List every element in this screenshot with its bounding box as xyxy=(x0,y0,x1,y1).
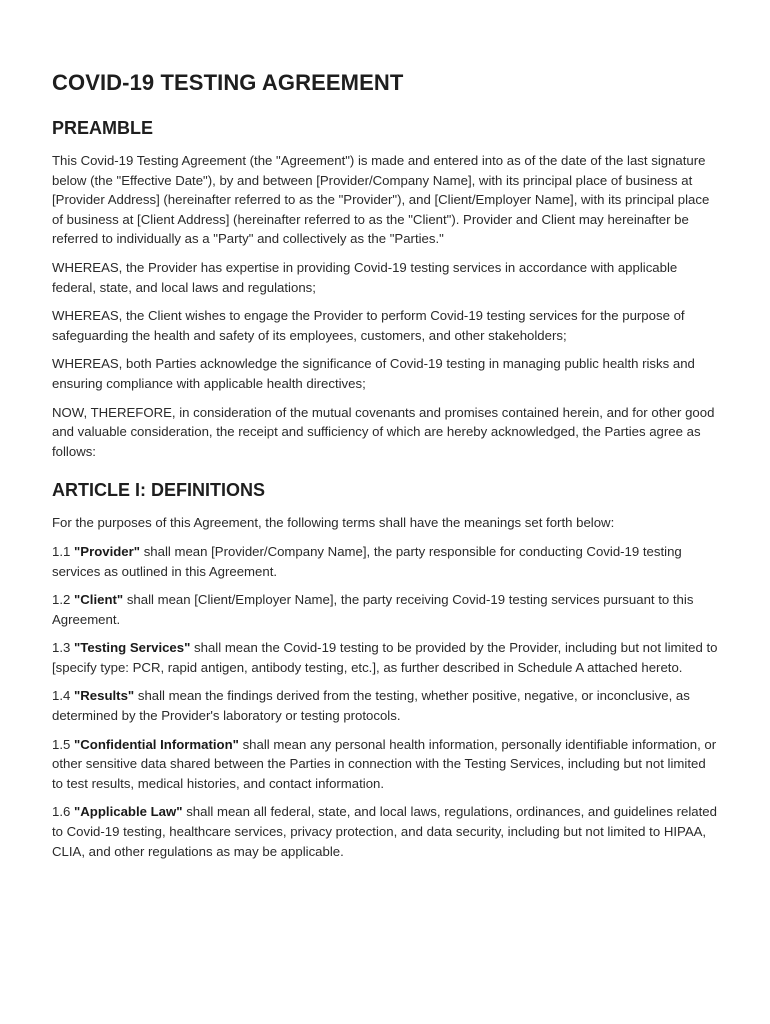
definition-text: shall mean [Provider/Company Name], the party responsible for conducting Covid-19 testing services as outlined in this Agreement. xyxy=(52,543,682,579)
definition-item xyxy=(52,686,720,725)
whereas-significance: WHEREAS, both Parties acknowledge the significance of Covid-19 testing in managing public health risks and ensuring compliance with applicable health directives; xyxy=(52,356,695,391)
definition-term: "Provider" xyxy=(74,543,141,559)
definition-text: shall mean all federal, state, and local laws, regulations, ordinances, and guidelines related to Covid-19 testing, healthcare services, privacy protection, and data security, including but not limited to HIPAA, CLIA, and other regulations as may be applicable. xyxy=(52,804,717,859)
definition-term: "Client" xyxy=(74,592,124,608)
definition-number: 1.4 xyxy=(52,688,71,704)
definition-text: shall mean [Client/Employer Name], the party receiving Covid-19 testing services pursuant to this Agreement. xyxy=(52,592,694,627)
definition-number: 1.5 xyxy=(52,736,71,752)
definition-text: shall mean any personal health information, personally identifiable information, or other sensitive data shared between the Parties in connection with the Testing Services, including but not limited to test results, medical histories, and contact information. xyxy=(52,736,717,791)
definition-term: "Results" xyxy=(74,688,135,704)
definition-text: shall mean the Covid-19 testing to be provided by the Provider, including but not limited to [specify type: PCR, rapid antigen, antibody testing, etc.], as further described in Schedule A attached hereto. xyxy=(52,640,718,675)
preamble-heading: PREAMBLE xyxy=(52,118,154,138)
article-definitions-section xyxy=(52,480,720,861)
definition-item xyxy=(52,542,720,581)
definition-term: "Applicable Law" xyxy=(74,804,183,820)
definition-item xyxy=(52,735,720,794)
definition-number: 1.6 xyxy=(52,804,71,820)
preamble-paragraph: This Covid-19 Testing Agreement (the "Agreement") is made and entered into as of the date of the last signature below (the "Effective Date"), by and between [Provider/Company Name], with its principal place of business at [Provider Address] (hereinafter referred to as the "Provider"), and [Client/Employer Name], with its principal place of business at [Client Address] (hereinafter referred to as the "Client"). Provider and Client may hereinafter be referred to individually as a "Party" and collectively as the "Parties." xyxy=(52,153,710,247)
definition-text: shall mean the findings derived from the testing, whether positive, negative, or inconclusive, as determined by the Provider's laboratory or testing protocols. xyxy=(52,688,690,724)
article-heading: ARTICLE I: DEFINITIONS xyxy=(52,480,265,501)
definition-item xyxy=(52,802,720,861)
definition-item xyxy=(52,638,720,677)
definition-number: 1.2 xyxy=(52,592,71,608)
document-title: COVID-19 TESTING AGREEMENT xyxy=(52,70,404,95)
definition-term: "Testing Services" xyxy=(74,640,191,656)
definition-term: "Confidential Information" xyxy=(74,736,239,752)
definition-number: 1.3 xyxy=(52,640,71,656)
preamble-section xyxy=(52,118,720,461)
now-therefore-clause: NOW, THEREFORE, in consideration of the mutual covenants and promises contained herein, and for other good and valuable consideration, the receipt and sufficiency of which are hereby acknowledged, the Parties agree as follows: xyxy=(52,404,715,459)
whereas-client-engagement: WHEREAS, the Client wishes to engage the Provider to perform Covid-19 testing services for the purpose of safeguarding the health and safety of its employees, customers, and other stakeholders; xyxy=(52,308,685,343)
definition-number: 1.1 xyxy=(52,543,71,559)
whereas-expertise: WHEREAS, the Provider has expertise in providing Covid-19 testing services in accordance with applicable federal, state, and local laws and regulations; xyxy=(52,259,678,295)
definition-item xyxy=(52,590,720,629)
definitions-intro: For the purposes of this Agreement, the following terms shall have the meanings set forth below: xyxy=(52,515,615,531)
